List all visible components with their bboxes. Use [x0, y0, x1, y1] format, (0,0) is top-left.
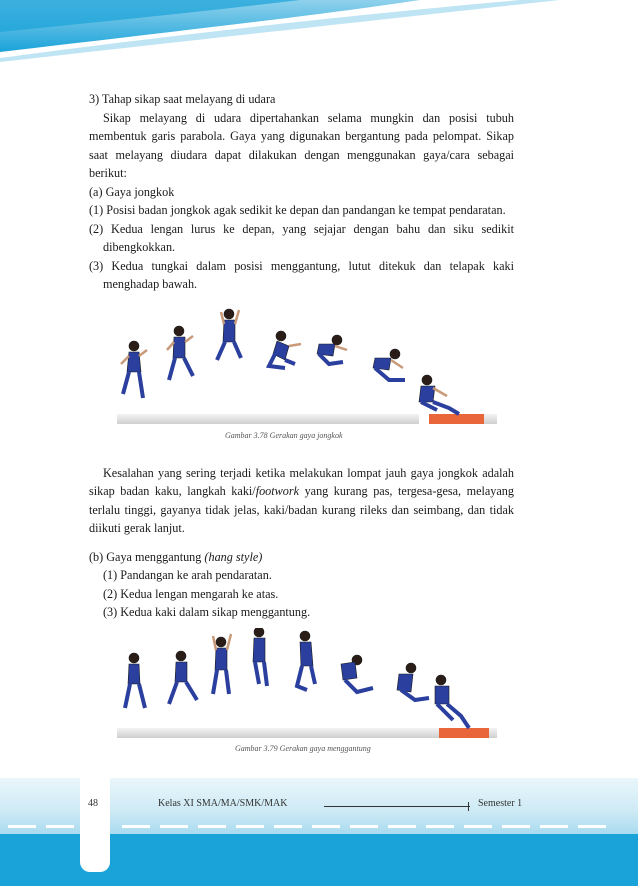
intro-paragraph: Sikap melayang di udara dipertahankan selama mungkin dan posisi tubuh membentuk garis parabola. Gaya yang digunakan bergantung pada pelompat. Sikap saat melayang diudara dapat dilakukan dengan menggunakan gaya/cara sebagai berikut: — [89, 110, 514, 180]
errors-text-1: Kesalahan yang sering terjadi ketika melakukan lompat jauh gaya jongkok adalah sikap badan kaku, langkah kaki/ — [89, 465, 514, 498]
figure-menggantung — [89, 628, 514, 764]
list-item: (1) Pandangan ke arah pendaratan. — [103, 568, 272, 582]
page-content — [89, 90, 514, 764]
semester-label: Semester 1 — [478, 798, 523, 809]
list-item: (2) Kedua lengan lurus ke depan, yang sejajar dengan bahu dan siku sedikit dibengkokkan. — [89, 221, 514, 254]
errors-paragraph — [89, 464, 514, 538]
book-title: Kelas XI SMA/MA/SMK/MAK — [158, 798, 288, 809]
list-item: (3) Kedua tungkai dalam posisi menggantung, lutut ditekuk dan telapak kaki menghadap bawah. — [89, 258, 514, 291]
errors-text-italic: footwork — [255, 484, 300, 498]
section-heading: 3) Tahap sikap saat melayang di udara — [89, 92, 276, 106]
list-item: (3) Kedua kaki dalam sikap menggantung. — [103, 605, 311, 619]
list-item: (2) Kedua lengan mengarah ke atas. — [103, 586, 279, 601]
errors-text-2: yang kurang pas, tergesa-gesa, melayang terlalu tinggi, gayanya tidak jelas, kaki/badan kurang rileks dan seimbang, dan tidak diikuti gerak lanjut. — [89, 484, 514, 535]
style-b-title-italic: (hang style) — [204, 549, 263, 564]
footer-rule — [324, 806, 470, 807]
page-footer — [0, 778, 638, 886]
figure-caption: Gambar 3.78 Gerakan gaya jongkok — [225, 430, 343, 440]
footer-rule-end — [468, 802, 469, 811]
figure-jongkok — [89, 306, 514, 454]
page-number: 48 — [88, 798, 98, 809]
list-item: (1) Posisi badan jongkok agak sedikit ke depan dan pandangan ke tempat pendaratan. — [89, 203, 506, 217]
style-b-title-text: (b) Gaya menggantung — [89, 549, 205, 564]
style-b-title — [89, 548, 514, 567]
header-decoration — [0, 0, 638, 62]
style-a-title: (a) Gaya jongkok — [89, 184, 175, 199]
page-number-tab — [80, 778, 110, 872]
figure-caption: Gambar 3.79 Gerakan gaya menggantung — [235, 743, 371, 753]
